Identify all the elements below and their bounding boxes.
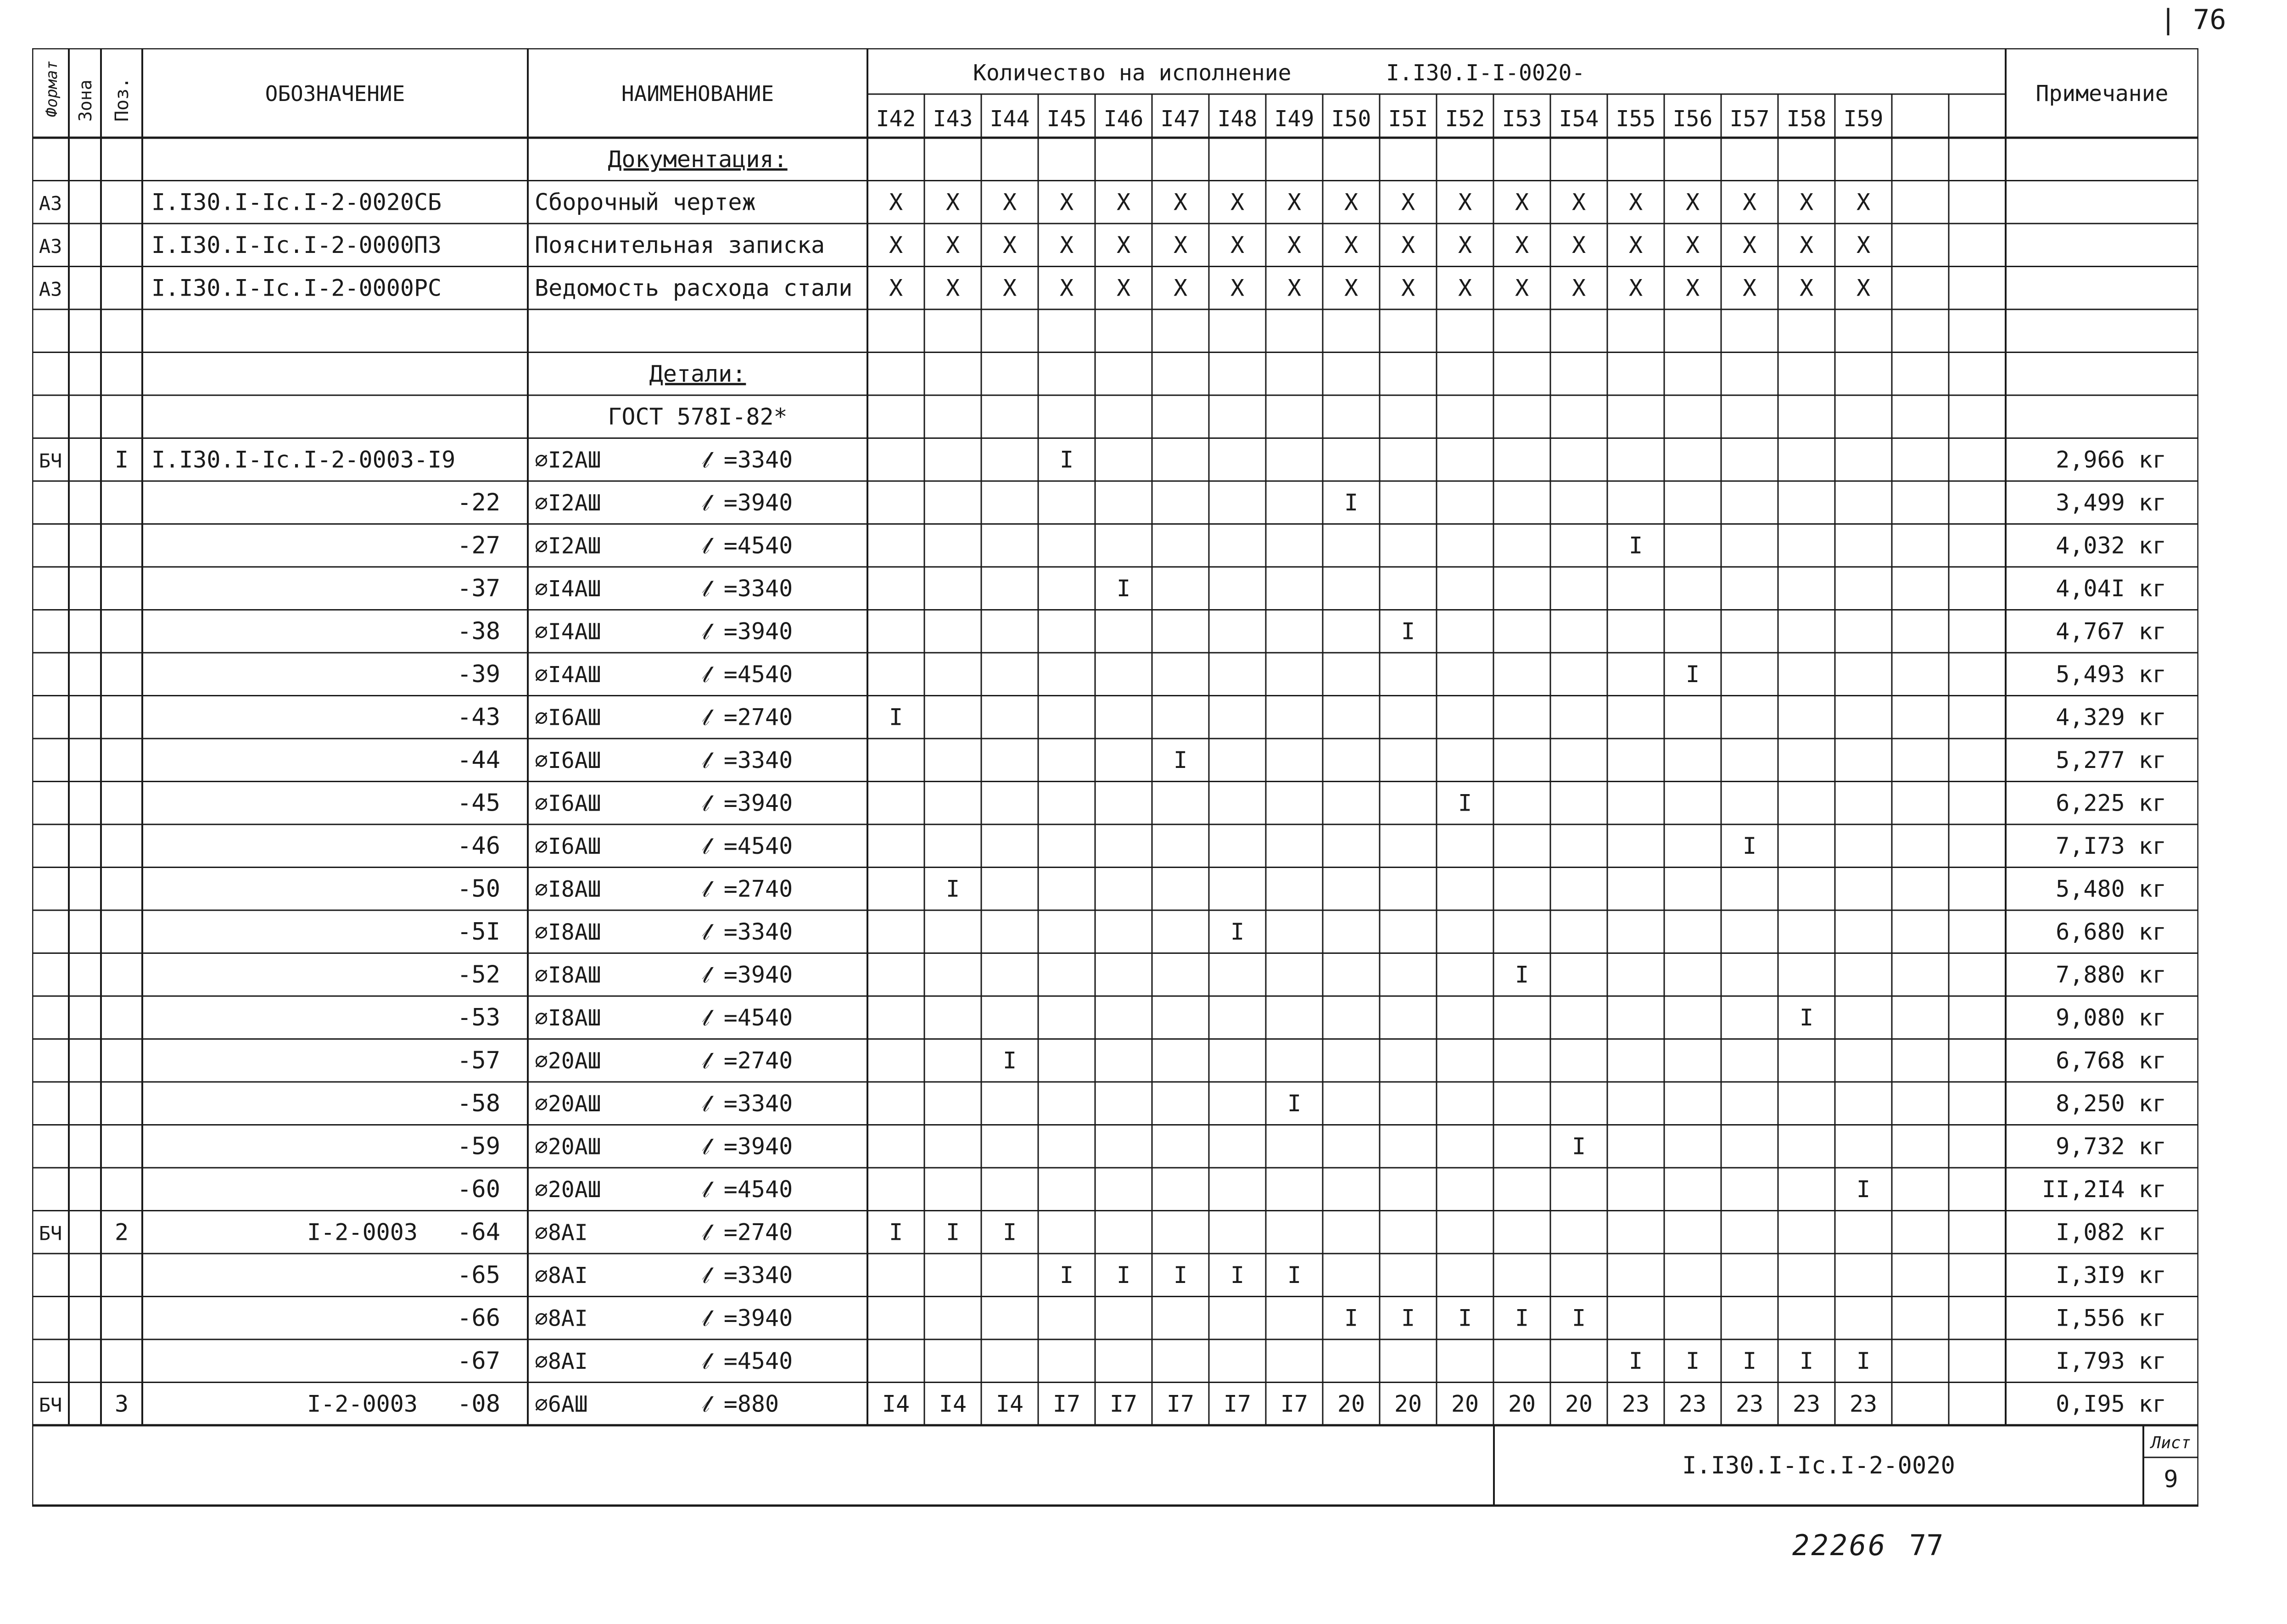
part-quantity: I: [1287, 1090, 1302, 1117]
doc-mark: X: [1571, 274, 1586, 302]
part-bar-type: ⌀I8АШ: [535, 876, 601, 902]
part-quantity: I: [1856, 1347, 1871, 1374]
doc-mark: X: [1059, 274, 1074, 302]
sheet-number: 9: [2164, 1466, 2178, 1493]
part-mass-note: 5,493 кг: [2056, 661, 2166, 688]
part-bar-type: ⌀I8АШ: [535, 962, 601, 988]
part-quantity: 23: [1792, 1390, 1821, 1417]
part-mass-note: 5,277 кг: [2056, 746, 2166, 773]
doc-mark: X: [1571, 189, 1586, 216]
variant-label: I46: [1103, 106, 1144, 132]
doc-mark: X: [1856, 274, 1871, 302]
variant-label: I57: [1729, 106, 1770, 132]
doc-name: Пояснительная записка: [535, 231, 825, 258]
doc-mark: X: [1685, 274, 1700, 302]
part-length: 𝓁 =3940: [702, 1305, 793, 1332]
part-mass-note: 7,I73 кг: [2056, 832, 2166, 859]
doc-mark: X: [1344, 274, 1359, 302]
part-suffix: -66: [457, 1304, 500, 1332]
variant-label: I50: [1331, 106, 1371, 132]
part-suffix: -60: [457, 1175, 500, 1203]
part-mass-note: I,556 кг: [2056, 1305, 2166, 1332]
part-length: 𝓁 =3340: [702, 1090, 793, 1117]
archive-number: 22266: [1792, 1529, 1887, 1562]
variant-label: I44: [990, 106, 1030, 132]
variant-label: I43: [933, 106, 973, 132]
doc-mark: X: [1116, 231, 1131, 258]
part-bar-type: ⌀I8АШ: [535, 919, 601, 945]
doc-mark: X: [1287, 231, 1302, 258]
doc-mark: X: [1458, 231, 1472, 258]
part-mass-note: 8,250 кг: [2056, 1090, 2166, 1117]
part-quantity: I: [1799, 1004, 1814, 1031]
part-length: 𝓁 =3940: [702, 618, 793, 645]
part-quantity: I: [1173, 1261, 1188, 1288]
part-bar-type: ⌀20АШ: [535, 1048, 601, 1074]
part-length: 𝓁 =2740: [702, 1219, 793, 1246]
pos-header: Поз.: [112, 77, 133, 122]
part-suffix: -37: [457, 574, 500, 602]
doc-mark: X: [1173, 231, 1188, 258]
variant-label: I58: [1786, 106, 1827, 132]
part-position: I: [114, 446, 129, 473]
part-mass-note: I,793 кг: [2056, 1347, 2166, 1374]
part-suffix: -59: [457, 1132, 500, 1160]
title-block-code: I.I30.I-Ic.I-2-0020: [1682, 1452, 1955, 1479]
part-length: 𝓁 =3940: [702, 1133, 793, 1160]
variant-label: I55: [1616, 106, 1656, 132]
part-quantity: I: [1515, 1305, 1529, 1332]
part-designation: I.I30.I-Ic.I-2-0003-I9: [151, 446, 456, 473]
part-length: 𝓁 =4540: [702, 1004, 793, 1031]
part-quantity: I: [1230, 918, 1245, 945]
doc-designation: I.I30.I-Ic.I-2-0020СБ: [151, 189, 442, 216]
part-bar-type: ⌀I2АШ: [535, 447, 601, 473]
part-mass-note: 0,I95 кг: [2056, 1390, 2166, 1417]
specification-table: [32, 48, 2198, 1535]
part-suffix: -38: [457, 617, 500, 645]
doc-mark: X: [1287, 274, 1302, 302]
variant-label: I54: [1559, 106, 1599, 132]
part-mass-note: 4,032 кг: [2056, 532, 2166, 559]
part-length: 𝓁 =2740: [702, 875, 793, 902]
part-mass-note: 6,768 кг: [2056, 1047, 2166, 1074]
variant-label: I59: [1843, 106, 1884, 132]
part-quantity: I4: [939, 1390, 967, 1417]
doc-mark: X: [1230, 231, 1245, 258]
part-suffix: -5I: [457, 918, 500, 946]
doc-mark: X: [1628, 189, 1643, 216]
part-bar-type: ⌀20АШ: [535, 1176, 601, 1203]
doc-mark: X: [1002, 189, 1017, 216]
part-quantity: I: [945, 1219, 960, 1246]
doc-mark: X: [1458, 274, 1472, 302]
section-documentation: Документация:: [608, 146, 788, 173]
part-length: 𝓁 =4540: [702, 832, 793, 859]
sheet-label: Лист: [2151, 1434, 2191, 1452]
part-quantity: I: [1002, 1047, 1017, 1074]
doc-format: A3: [39, 235, 62, 258]
corner-mark: | 76: [2160, 4, 2226, 36]
part-quantity: I4: [995, 1390, 1024, 1417]
quantity-header: Количество на исполнение: [973, 60, 1292, 86]
part-quantity: I: [1856, 1176, 1871, 1203]
part-quantity: I: [1002, 1219, 1017, 1246]
part-quantity: I: [1628, 1347, 1643, 1374]
page-number: 77: [1909, 1529, 1944, 1562]
part-designation: I-2-0003: [307, 1390, 418, 1417]
part-mass-note: 9,080 кг: [2056, 1004, 2166, 1031]
part-quantity: I: [1742, 832, 1757, 859]
part-bar-type: ⌀I8АШ: [535, 1005, 601, 1031]
part-suffix: -27: [457, 532, 500, 560]
doc-designation: I.I30.I-Ic.I-2-0000ПЗ: [151, 231, 442, 258]
part-suffix: -67: [457, 1347, 500, 1375]
doc-mark: X: [1344, 189, 1359, 216]
part-quantity: 23: [1622, 1390, 1650, 1417]
part-length: 𝓁 =2740: [702, 704, 793, 731]
doc-mark: X: [1002, 274, 1017, 302]
section-gost: ГОСТ 578I-82*: [608, 403, 788, 430]
doc-mark: X: [1401, 189, 1415, 216]
part-quantity: 20: [1394, 1390, 1422, 1417]
part-mass-note: 9,732 кг: [2056, 1133, 2166, 1160]
part-mass-note: 4,329 кг: [2056, 704, 2166, 731]
note-header: Примечание: [2035, 81, 2169, 106]
part-designation: I-2-0003: [307, 1219, 418, 1246]
part-quantity: I: [1571, 1133, 1586, 1160]
part-length: 𝓁 =3940: [702, 489, 793, 516]
doc-mark: X: [1742, 189, 1757, 216]
part-quantity: 20: [1337, 1390, 1365, 1417]
part-mass-note: 7,880 кг: [2056, 961, 2166, 988]
doc-name: Ведомость расхода стали: [535, 274, 853, 302]
part-quantity: I: [1401, 1305, 1415, 1332]
part-quantity: I: [1401, 618, 1415, 645]
doc-mark: X: [1401, 274, 1415, 302]
zone-header: Зона: [75, 79, 95, 122]
part-length: 𝓁 =3940: [702, 961, 793, 988]
part-quantity: I: [1515, 961, 1529, 988]
doc-mark: X: [1173, 189, 1188, 216]
part-quantity: I4: [882, 1390, 910, 1417]
doc-mark: X: [1059, 231, 1074, 258]
specification-sheet: [32, 48, 2198, 1535]
doc-mark: X: [1116, 189, 1131, 216]
doc-mark: X: [1287, 189, 1302, 216]
part-suffix: -52: [457, 961, 500, 989]
doc-mark: X: [1856, 189, 1871, 216]
part-length: 𝓁 =4540: [702, 661, 793, 688]
doc-mark: X: [889, 274, 903, 302]
part-quantity: 20: [1508, 1390, 1536, 1417]
part-bar-type: ⌀I2АШ: [535, 490, 601, 516]
part-quantity: I: [1230, 1261, 1245, 1288]
part-suffix: -39: [457, 660, 500, 688]
doc-mark: X: [889, 231, 903, 258]
doc-mark: X: [1685, 231, 1700, 258]
part-length: 𝓁 =2740: [702, 1047, 793, 1074]
part-length: 𝓁 =4540: [702, 1347, 793, 1374]
part-quantity: I: [1799, 1347, 1814, 1374]
part-bar-type: ⌀8АI: [535, 1262, 588, 1288]
part-quantity: I: [1059, 446, 1074, 473]
part-quantity: I7: [1166, 1390, 1195, 1417]
part-quantity: I7: [1109, 1390, 1138, 1417]
doc-mark: X: [1742, 274, 1757, 302]
part-length: 𝓁 =3340: [702, 1261, 793, 1288]
part-quantity: I: [945, 875, 960, 902]
doc-mark: X: [889, 189, 903, 216]
doc-format: A3: [39, 192, 62, 215]
variant-label: I5I: [1388, 106, 1428, 132]
variant-label: I49: [1274, 106, 1314, 132]
part-mass-note: 5,480 кг: [2056, 875, 2166, 902]
part-format: БЧ: [39, 1394, 62, 1417]
part-mass-note: I,082 кг: [2056, 1219, 2166, 1246]
part-mass-note: 4,767 кг: [2056, 618, 2166, 645]
variant-label: I53: [1502, 106, 1542, 132]
part-quantity: I7: [1280, 1390, 1308, 1417]
part-suffix: -22: [457, 488, 500, 516]
doc-mark: X: [1571, 231, 1586, 258]
doc-name: Сборочный чертеж: [535, 189, 756, 216]
doc-mark: X: [1116, 274, 1131, 302]
part-length: 𝓁 =3340: [702, 446, 793, 473]
part-quantity: I: [1173, 746, 1188, 773]
part-mass-note: 2,966 кг: [2056, 446, 2166, 473]
designation-header: ОБОЗНАЧЕНИЕ: [265, 81, 405, 106]
part-quantity: I7: [1052, 1390, 1081, 1417]
part-bar-type: ⌀20АШ: [535, 1134, 601, 1160]
part-quantity: I: [1116, 1261, 1131, 1288]
variant-label: I42: [876, 106, 916, 132]
part-position: 3: [114, 1390, 129, 1417]
doc-mark: X: [1002, 231, 1017, 258]
doc-mark: X: [1401, 231, 1415, 258]
doc-mark: X: [1742, 231, 1757, 258]
part-quantity: 23: [1735, 1390, 1764, 1417]
doc-mark: X: [1458, 189, 1472, 216]
variant-label: I56: [1672, 106, 1713, 132]
doc-format: A3: [39, 278, 62, 301]
part-bar-type: ⌀I2АШ: [535, 533, 601, 559]
part-bar-type: ⌀I4АШ: [535, 619, 601, 645]
doc-designation: I.I30.I-Ic.I-2-0000РС: [151, 274, 442, 302]
variant-label: I47: [1160, 106, 1201, 132]
part-suffix: -43: [457, 703, 500, 731]
part-quantity: I: [1287, 1261, 1302, 1288]
part-bar-type: ⌀8АI: [535, 1348, 588, 1374]
part-quantity: 23: [1678, 1390, 1707, 1417]
part-length: 𝓁 =4540: [702, 1176, 793, 1203]
part-mass-note: II,2I4 кг: [2042, 1176, 2166, 1203]
part-length: 𝓁 =3340: [702, 918, 793, 945]
part-length: 𝓁 =880: [702, 1390, 779, 1417]
part-mass-note: 6,680 кг: [2056, 918, 2166, 945]
part-mass-note: I,3I9 кг: [2056, 1261, 2166, 1288]
part-quantity: 20: [1451, 1390, 1479, 1417]
part-format: БЧ: [39, 449, 62, 472]
part-quantity: I7: [1223, 1390, 1252, 1417]
doc-mark: X: [1173, 274, 1188, 302]
part-quantity: I: [1742, 1347, 1757, 1374]
doc-mark: X: [1344, 231, 1359, 258]
doc-mark: X: [945, 189, 960, 216]
part-length: 𝓁 =4540: [702, 532, 793, 559]
part-suffix: -45: [457, 789, 500, 817]
part-length: 𝓁 =3340: [702, 575, 793, 602]
part-suffix: -44: [457, 746, 500, 774]
part-quantity: I: [1059, 1261, 1074, 1288]
part-position: 2: [114, 1219, 129, 1246]
name-header: НАИМЕНОВАНИЕ: [621, 81, 774, 106]
part-suffix: -58: [457, 1089, 500, 1117]
doc-mark: X: [1515, 231, 1529, 258]
part-suffix: -50: [457, 875, 500, 903]
part-suffix: -64: [457, 1218, 500, 1246]
doc-mark: X: [1799, 274, 1814, 302]
doc-mark: X: [1799, 189, 1814, 216]
section-details: Детали:: [649, 360, 746, 387]
doc-mark: X: [1230, 274, 1245, 302]
part-bar-type: ⌀I6АШ: [535, 747, 601, 773]
part-suffix: -57: [457, 1047, 500, 1075]
part-quantity: I: [1571, 1305, 1586, 1332]
part-quantity: I: [1458, 1305, 1472, 1332]
part-quantity: I: [1458, 790, 1472, 817]
doc-mark: X: [1059, 189, 1074, 216]
part-bar-type: ⌀I4АШ: [535, 661, 601, 688]
part-quantity: I: [1344, 1305, 1359, 1332]
doc-mark: X: [1685, 189, 1700, 216]
part-length: 𝓁 =3340: [702, 746, 793, 773]
quantity-code: I.I30.I-I-0020-: [1386, 60, 1585, 86]
part-bar-type: ⌀6АШ: [535, 1391, 588, 1417]
part-length: 𝓁 =3940: [702, 790, 793, 817]
variant-label: I45: [1046, 106, 1087, 132]
doc-mark: X: [1515, 189, 1529, 216]
doc-mark: X: [1515, 274, 1529, 302]
part-quantity: 23: [1849, 1390, 1878, 1417]
doc-mark: X: [945, 274, 960, 302]
doc-mark: X: [1230, 189, 1245, 216]
part-quantity: I: [1116, 575, 1131, 602]
part-bar-type: ⌀20АШ: [535, 1091, 601, 1117]
doc-mark: X: [1799, 231, 1814, 258]
part-quantity: I: [889, 704, 903, 731]
part-suffix: -65: [457, 1261, 500, 1289]
part-bar-type: ⌀I6АШ: [535, 790, 601, 817]
part-format: БЧ: [39, 1222, 62, 1245]
part-bar-type: ⌀8АI: [535, 1305, 588, 1332]
variant-label: I48: [1217, 106, 1258, 132]
doc-mark: X: [1628, 274, 1643, 302]
part-quantity: I: [889, 1219, 903, 1246]
part-quantity: I: [1685, 1347, 1700, 1374]
part-mass-note: 6,225 кг: [2056, 790, 2166, 817]
format-header: Формат: [43, 61, 61, 117]
doc-mark: X: [1628, 231, 1643, 258]
part-quantity: I: [1685, 661, 1700, 688]
part-bar-type: ⌀I6АШ: [535, 833, 601, 859]
part-suffix: -46: [457, 832, 500, 860]
part-bar-type: ⌀8АI: [535, 1220, 588, 1246]
part-mass-note: 3,499 кг: [2056, 489, 2166, 516]
part-quantity: I: [1344, 489, 1359, 516]
part-mass-note: 4,04I кг: [2056, 575, 2166, 602]
part-bar-type: ⌀I4АШ: [535, 576, 601, 602]
variant-label: I52: [1445, 106, 1485, 132]
part-suffix: -53: [457, 1003, 500, 1031]
part-quantity: 20: [1565, 1390, 1593, 1417]
part-bar-type: ⌀I6АШ: [535, 705, 601, 731]
doc-mark: X: [945, 231, 960, 258]
part-quantity: I: [1628, 532, 1643, 559]
doc-mark: X: [1856, 231, 1871, 258]
part-suffix: -08: [457, 1390, 500, 1418]
